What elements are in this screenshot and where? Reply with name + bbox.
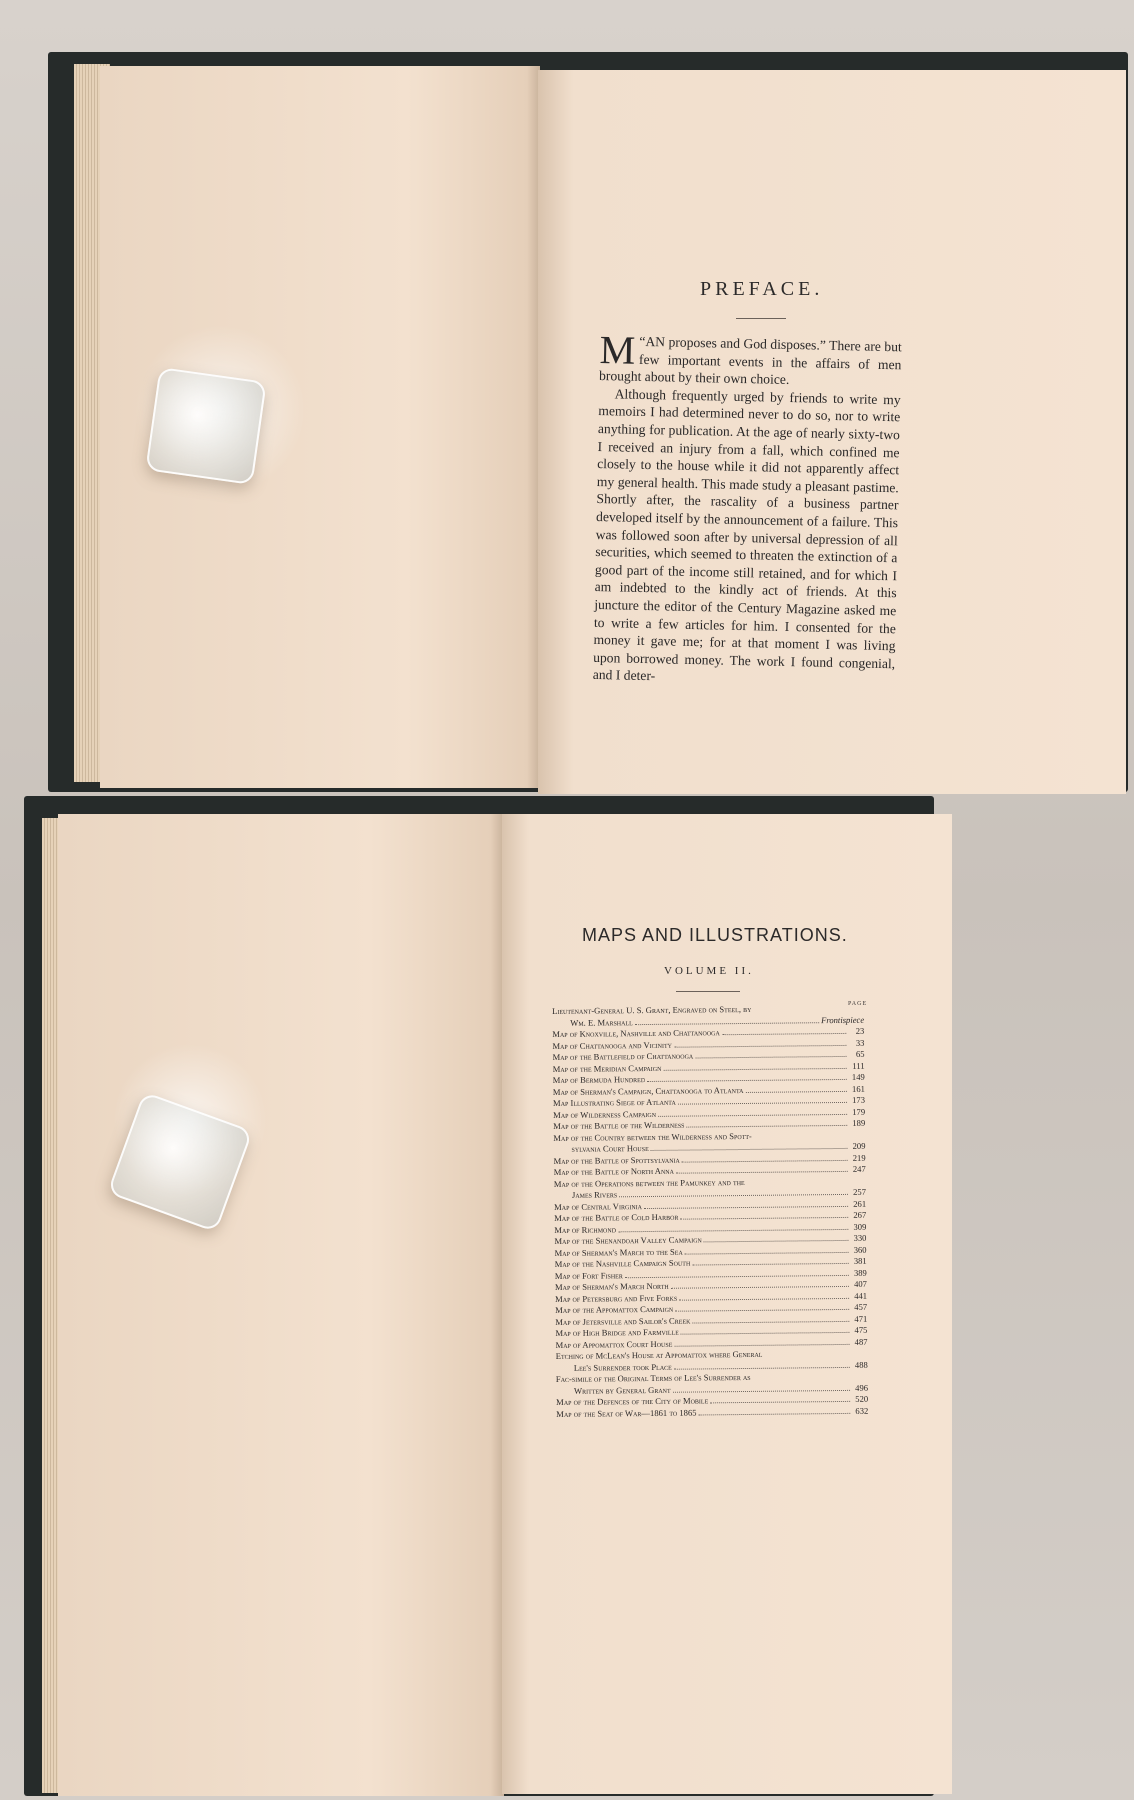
leader-dots	[675, 1309, 849, 1312]
open-quote: “	[639, 333, 646, 349]
list-item-page: 475	[854, 1324, 868, 1335]
list-item-page: 219	[852, 1152, 866, 1163]
volume-label: VOLUME II.	[664, 965, 754, 977]
list-item-title: Map of the Operations between the Pamunkey and the	[553, 1176, 745, 1189]
list-item-title: Map of the Appomattox Campaign	[555, 1303, 674, 1315]
leader-dots	[682, 1159, 848, 1162]
leader-dots	[692, 1263, 848, 1266]
list-item-title: Etching of McLean's House at Appomattox where General	[555, 1348, 763, 1361]
leader-dots	[710, 1401, 850, 1403]
left-page-blank[interactable]	[58, 814, 504, 1796]
leader-dots	[685, 1251, 849, 1254]
preface-paragraph-1	[598, 327, 902, 391]
leader-dots	[699, 1412, 851, 1415]
list-item-title: Fac-simile of the Original Terms of Lee's Surrender as	[555, 1371, 751, 1384]
list-item-title: James Rivers	[571, 1189, 618, 1200]
list-item-page: 149	[851, 1071, 865, 1082]
leader-dots	[647, 1079, 847, 1082]
preface-paragraph-2: Although frequently urged by friends to write my memoirs I had determined never to do so, nor to write anything for publication. At the age of nearly sixty-two I received an injury from a fall, which confined me closely to the house while it did not apparently affect my general health. This made study a pleasant pastime. Shortly after, the rascality of a business partner developed itself by the announcement of a failure. This was followed soon after by universal depression of all securities, which seemed to threaten the extinction of a good part of the income still retained, and for which I am indebted to the kindly act of friends. At this juncture the editor of the Century Magazine asked me to write a few articles for him. I consented for the money it gave me; for at that moment I was living upon borrowed money. The work I found congenial, and I deter-	[592, 386, 901, 684]
leader-dots	[722, 1033, 846, 1035]
maps-list	[552, 1003, 868, 1420]
preface-title: PREFACE.	[700, 278, 824, 300]
leader-dots	[674, 1044, 846, 1047]
list-item-title: Map of the Battlefield of Chattanooga	[552, 1050, 694, 1062]
list-item-page: 179	[852, 1106, 866, 1117]
list-item-page: 189	[852, 1117, 866, 1128]
volume-rule	[676, 991, 740, 992]
list-item-title: Map of Sherman's March to the Sea	[554, 1246, 683, 1258]
list-item-title: Map of Bermuda Hundred	[552, 1074, 646, 1085]
leader-dots	[680, 1217, 848, 1220]
list-item-title: Map of Appomattox Court House	[555, 1338, 673, 1350]
list-item-page: 520	[855, 1393, 869, 1404]
title-rule	[736, 318, 786, 319]
list-item-page: 330	[853, 1232, 867, 1243]
list-item-title: Map of the Battle of North Anna	[553, 1165, 674, 1177]
page-column-header: PAGE	[848, 1001, 868, 1007]
list-item-title: Map of the Country between the Wilderness and Spott-	[553, 1130, 752, 1143]
list-item-title: Map of Petersburg and Five Forks	[555, 1292, 678, 1304]
list-item-title: Written by General Grant	[573, 1384, 671, 1396]
leader-dots	[686, 1125, 847, 1128]
list-item-page: Frontispiece	[820, 1014, 865, 1025]
preface-text	[592, 327, 902, 690]
leader-dots	[678, 1102, 847, 1105]
leader-dots	[618, 1228, 848, 1231]
list-item-page: 487	[854, 1336, 868, 1347]
leader-dots	[658, 1113, 847, 1116]
list-item-page: 309	[853, 1221, 867, 1232]
list-item-page: 496	[855, 1382, 869, 1393]
list-item-title: Map of the Meridian Campaign	[552, 1062, 662, 1074]
leader-dots	[673, 1389, 850, 1392]
leader-dots	[625, 1274, 849, 1277]
list-item-page: 173	[852, 1094, 866, 1105]
leader-dots	[674, 1343, 849, 1346]
list-item-title: Map of Chattanooga and Vicinity	[552, 1039, 673, 1051]
list-item-title: Lee's Surrender took Place	[573, 1361, 672, 1373]
drop-cap: M	[599, 327, 636, 373]
list-item-title: Map of the Defences of the City of Mobile	[556, 1395, 709, 1407]
list-item-title: Map of High Bridge and Farmville	[555, 1326, 679, 1338]
leader-dots	[676, 1171, 848, 1174]
list-item-page: 247	[852, 1163, 866, 1174]
list-item-title: Map of Central Virginia	[554, 1200, 643, 1212]
list-item-page: 381	[853, 1255, 867, 1266]
leader-dots	[635, 1022, 819, 1025]
list-item-title: Map of the Battle of the Wilderness	[553, 1119, 685, 1131]
list-item-title: Map of Jetersville and Sailor's Creek	[555, 1315, 691, 1327]
list-item-title: Map of the Battle of Spottsylvania	[553, 1154, 680, 1166]
list-item-page: 261	[853, 1198, 867, 1209]
list-item-page: 471	[854, 1313, 868, 1324]
leader-dots	[692, 1320, 849, 1323]
leader-dots	[671, 1286, 849, 1289]
list-item-page: 441	[854, 1290, 868, 1301]
list-item-title: Map of Knoxville, Nashville and Chattanooga	[552, 1027, 720, 1039]
list-item-title: Map of the Nashville Campaign South	[554, 1257, 691, 1269]
leader-dots	[619, 1194, 848, 1197]
list-item-page: 632	[855, 1405, 869, 1416]
list-item-page: 23	[855, 1025, 865, 1036]
leader-dots	[651, 1148, 848, 1151]
list-item-title: Map of Fort Fisher	[554, 1269, 623, 1281]
leader-dots	[745, 1090, 846, 1092]
glass-paperweight[interactable]	[145, 367, 266, 485]
list-item-title: Map of Sherman's Campaign, Chattanooga to Atlanta	[552, 1084, 744, 1097]
leader-dots	[681, 1332, 850, 1335]
list-item-page: 209	[852, 1140, 866, 1151]
leader-dots	[674, 1366, 850, 1369]
list-item-page: 33	[855, 1037, 865, 1048]
list-item-page: 257	[853, 1186, 867, 1197]
list-item-page: 161	[851, 1083, 865, 1094]
list-item-title: Map of the Shenandoah Valley Campaign	[554, 1234, 702, 1246]
maps-title: MAPS AND ILLUSTRATIONS.	[582, 925, 848, 945]
list-item-title: Lieutenant-General U. S. Grant, Engraved on Steel, by	[552, 1003, 752, 1016]
list-item-page: 267	[853, 1209, 867, 1220]
list-item-title: Map of Sherman's March North	[554, 1280, 669, 1292]
list-item-title: Map Illustrating Siege of Atlanta	[552, 1096, 676, 1108]
list-item-title: Map of Wilderness Campaign	[553, 1108, 657, 1120]
leader-dots	[644, 1205, 848, 1208]
leader-dots	[695, 1056, 846, 1059]
list-item-page: 407	[853, 1278, 867, 1289]
list-item-page: 111	[852, 1060, 865, 1071]
list-item-page: 457	[854, 1301, 868, 1312]
leader-dots	[663, 1067, 846, 1070]
list-item-title: Map of the Battle of Cold Harbor	[554, 1211, 679, 1223]
leader-dots	[704, 1240, 849, 1243]
list-item-title: sylvania Court House	[571, 1142, 649, 1154]
list-item-title: Map of Richmond	[554, 1223, 617, 1235]
list-item-title: Wm. E. Marshall	[570, 1016, 633, 1028]
list-item-page: 360	[853, 1244, 867, 1255]
list-item-page: 65	[855, 1048, 865, 1059]
list-item-page: 389	[853, 1267, 867, 1278]
paragraph-1-text: AN proposes and God disposes.” There are but few important events in the affairs of men brought about by their own choice.	[598, 333, 902, 388]
list-item-page: 488	[854, 1359, 868, 1370]
list-item-title: Map of the Seat of War—1861 to 1865	[556, 1407, 697, 1419]
leader-dots	[679, 1297, 849, 1300]
